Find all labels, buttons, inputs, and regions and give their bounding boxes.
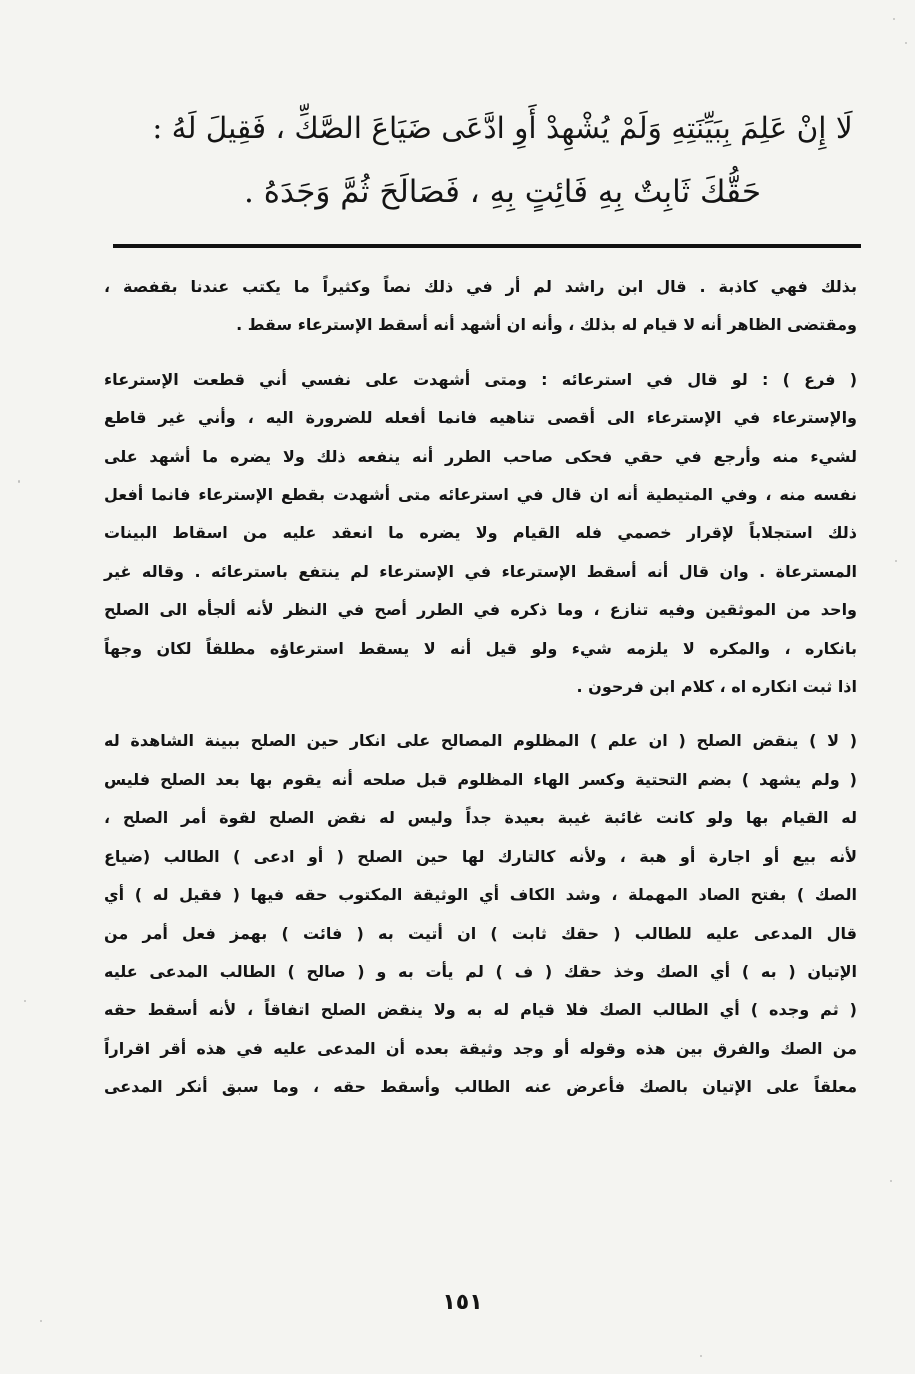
- text-line: قال المدعى عليه للطالب ( حقك ثابت ) ان أتيت به ( فائت ) بهمز فعل أمر من: [104, 923, 857, 943]
- matn-line: لَا إِنْ عَلِمَ بِبَيِّنَتِهِ وَلَمْ يُشْهِدْ أَوِ ادَّعَى ضَيَاعَ الصَّكِّ ، فَقِيلَ لَهُ :: [152, 111, 853, 145]
- page-number: ١٥١: [442, 1290, 483, 1315]
- scan-speck: [893, 18, 895, 20]
- scan-speck: [700, 1355, 702, 1357]
- text-line: ذلك استجلاباً لإقرار خصمي فله القيام ولا يضره ما انعقد عليه من اسقاط البينات: [104, 523, 857, 543]
- text-line: ( ثم وجده ) أي الطالب الصك فلا قيام له به ولا ينقض الصلح اتفاقاً ، لأنه أسقط حقه: [104, 1000, 857, 1020]
- scan-speck: [18, 480, 20, 483]
- text-line: الصك ) بفتح الصاد المهملة ، وشد الكاف أي الوثيقة المكتوب حقه فيها ( فقيل له ) أي: [104, 885, 857, 905]
- text-line: والإسترعاء في الإسترعاء الى أقصى تناهيه فانما أفعله للضرورة اليه ، وأني غير قاطع: [104, 408, 857, 428]
- text-line: له القيام بها ولو كانت غائبة غيبة بعيدة جداً وليس له نقض الصلح لقوة أمر الصلح ،: [104, 808, 857, 828]
- matn-text: [150, 96, 855, 224]
- text-line: اذا ثبت انكاره اه ، كلام ابن فرحون .: [576, 677, 857, 697]
- scan-speck: [24, 1000, 26, 1002]
- paragraph: [104, 722, 857, 1106]
- text-line: المسترعاة . وان قال أنه أسقط الإسترعاء في الإسترعاء لم ينتفع باسترعائه . وقاله غير: [104, 561, 857, 581]
- matn-line: حَقُّكَ ثَابِتٌ بِهِ فَائِتٍ بِهِ ، فَصَالَحَ ثُمَّ وَجَدَهُ .: [244, 174, 761, 210]
- text-line: ومقتضى الظاهر أنه لا قيام له بذلك ، وأنه ان أشهد أنه أسقط الإسترعاء سقط .: [236, 315, 857, 335]
- text-line: بذلك فهي كاذبة . قال ابن راشد لم أر في ذلك نصاً وكثيراً ما يكتب عندنا بقفصة ،: [104, 277, 857, 296]
- text-line: معلقاً على الإتيان بالصك فأعرض عنه الطالب وأسقط حقه ، وما سبق أنكر المدعى: [104, 1077, 857, 1097]
- text-line: من الصك والفرق بين هذه وقوله أو وجد وثيقة بعده أن المدعى عليه في هذه أقر اقراراً: [104, 1038, 857, 1058]
- scan-speck: [905, 42, 907, 44]
- text-line: لأنه بيع أو اجارة أو هبة ، ولأنه كالتارك لها حين الصلح ( أو ادعى ) الطالب (ضياع: [104, 846, 857, 866]
- paragraph: [104, 268, 857, 345]
- text-line: واحد من الموثقين وفيه تنازع ، وما ذكره في الطرر أصح في النظر لأنه ألجأه الى الصلح: [104, 600, 857, 620]
- scan-speck: [890, 1180, 892, 1182]
- scan-speck: [40, 1320, 42, 1322]
- text-line: الإتيان ( به ) أي الصك وخذ حقك ( ف ) لم يأت به و ( صالح ) الطالب المدعى عليه: [104, 961, 857, 981]
- text-line: بانكاره ، والمكره لا يلزمه شيء ولو قيل أنه لا يسقط استرعاؤه مطلقاً لكان وجهاً: [104, 638, 857, 658]
- scan-speck: [895, 560, 897, 562]
- separator-rule: [113, 244, 861, 248]
- text-line: ( ولم يشهد ) بضم التحتية وكسر الهاء المظلوم قبل صلحه أنه يقوم بها بعد الصلح فليس: [104, 769, 857, 789]
- text-line: ( فرع ) : لو قال في استرعائه : ومتى أشهدت على نفسي أني قطعت الإسترعاء: [104, 369, 857, 389]
- text-line: لشيء منه وأرجع في حقي فحكى صاحب الطرر أنه ينفعه ذلك ولا يضره ما أشهد على: [104, 446, 857, 466]
- text-line: نفسه منه ، وفي المتيطية أنه ان قال في استرعائه متى أشهدت بقطع الإسترعاء فانما أفعل: [104, 485, 857, 505]
- commentary-text: [104, 268, 857, 1107]
- text-line: ( لا ) ينقض الصلح ( ان علم ) المظلوم المصالح على انكار حين الصلح ببينة الشاهدة له: [104, 731, 857, 751]
- paragraph: [104, 361, 857, 707]
